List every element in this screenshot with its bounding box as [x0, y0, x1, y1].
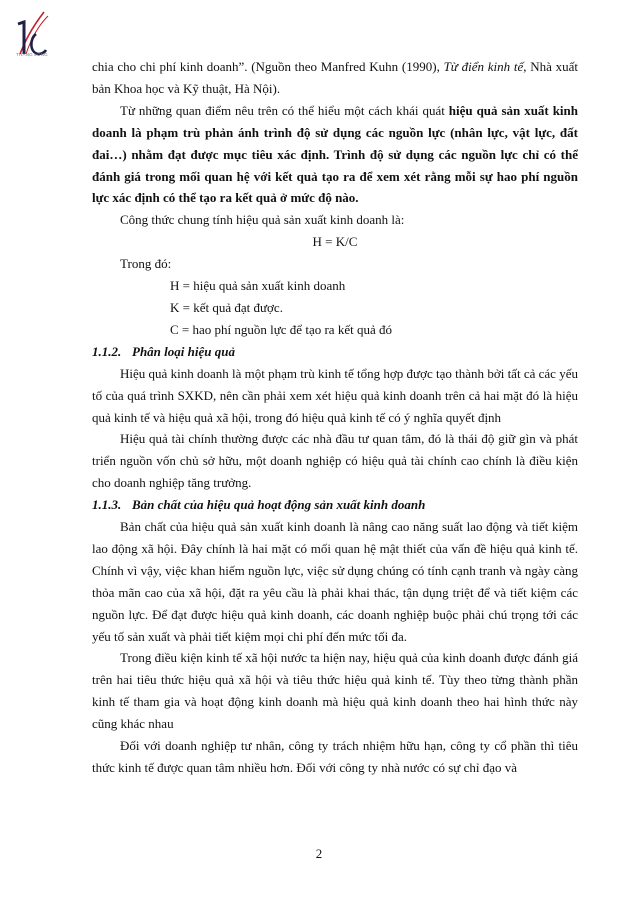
heading-number: 1.1.3. — [92, 497, 122, 513]
paragraph-formula-intro: Công thức chung tính hiệu quả sản xuất kinh doanh là: — [120, 212, 405, 228]
where-label: Trong đó: — [120, 256, 172, 272]
document-page — [92, 56, 578, 779]
paragraph-conditions: Trong điều kiện kinh tế xã hội nước ta hiện nay, hiệu quả của kinh doanh được đánh giá trên hai tiêu thức hiệu quả xã hội và tiêu thức hiệu quả kinh tế. Tùy theo từng thành phần kinh tế tham gia và hoạt động kinh doanh mà hiệu quả kinh doanh theo hai hình thức này cũng khác nhau — [92, 650, 578, 732]
paragraph-enterprises: Đối với doanh nghiệp tư nhân, công ty trách nhiệm hữu hạn, công ty cổ phần thì tiêu thức kinh tế được quan tâm nhiều hơn. Đối với công ty nhà nước có sự chỉ đạo và — [92, 738, 578, 775]
heading-title: Bản chất của hiệu quả hoạt động sản xuất kinh doanh — [132, 497, 426, 513]
heading-title: Phân loại hiệu quả — [132, 343, 235, 359]
citation-title: Từ điển kinh tế — [443, 59, 524, 74]
heading-number: 1.1.2. — [92, 343, 122, 359]
section-heading-1-1-3 — [92, 494, 578, 516]
definition-k: K = kết quả đạt được. — [170, 299, 283, 315]
thang-long-logo-icon — [14, 8, 60, 58]
citation-publisher: , Nhà xuất bản Khoa học và Kỹ thuật, Hà Nội). — [92, 59, 578, 96]
definition-bold: hiệu quả sản xuất kinh doanh là phạm trù phản ánh trình độ sử dụng các nguồn lực (nhân lực, vật lực, đất đai…) nhằm đạt được mục tiêu xác định. Trình độ sử dụng các nguồn lực chỉ có thể đánh giá trong mối quan hệ với kết quả tạo ra để xem xét rằng mỗi sự hao phí nguồn lực xác định có thể tạo ra kết quả ở mức độ nào. — [92, 102, 578, 206]
paragraph-essence: Bản chất của hiệu quả sản xuất kinh doanh là nâng cao năng suất lao động và tiết kiệm lao động xã hội. Đây chính là hai mặt có mối quan hệ mật thiết của vấn đề hiệu quả kinh tế. Chính vì vậy, việc khan hiếm nguồn lực, việc sử dụng chúng có tính cạnh tranh và ngày càng thỏa mãn cao của xã hội, đặt ra yêu cầu là phải khai thác, tận dụng triệt để và tiết kiệm các nguồn lực. Để đạt được hiệu quả kinh doanh, các doanh nghiệp buộc phải chú trọng tới các yếu tố sản xuất và phải tiết kiệm mọi chi phí đến mức tối đa. — [92, 519, 578, 644]
definition-intro: Từ những quan điểm nêu trên có thể hiểu một cách khái quát — [120, 102, 445, 118]
university-logo — [14, 8, 60, 70]
paragraph-financial: Hiệu quả tài chính thường được các nhà đầu tư quan tâm, đó là thái độ giữ gìn và phát triển nguồn vốn chủ sở hữu, một doanh nghiệp có hiệu quả tài chính cao chính là điều kiện cho doanh nghiệp tăng trưởng. — [92, 431, 578, 491]
definition-c: C = hao phí nguồn lực để tạo ra kết quả đó — [170, 321, 392, 337]
definition-h: H = hiệu quả sản xuất kinh doanh — [170, 278, 346, 294]
formula: H = K/C — [312, 234, 358, 250]
paragraph-definition — [92, 100, 578, 210]
paragraph-citation — [92, 56, 578, 100]
section-heading-1-1-2 — [92, 341, 578, 363]
page-number: 2 — [315, 846, 323, 861]
logo-caption: THANG LONG — [16, 52, 48, 57]
citation-text: chia cho chi phí kinh doanh”. (Nguồn theo Manfred Kuhn (1990), — [92, 59, 440, 74]
paragraph-classification: Hiệu quả kinh doanh là một phạm trù kinh tế tổng hợp được tạo thành bởi tất cả các yếu tố của quá trình SXKD, nên cần phải xem xét hiệu quả kinh doanh trên cả hai mặt đó là hiệu quả kinh tế và hiệu quả xã hội, trong đó hiệu quả kinh tế có ý nghĩa quyết định — [92, 365, 578, 425]
